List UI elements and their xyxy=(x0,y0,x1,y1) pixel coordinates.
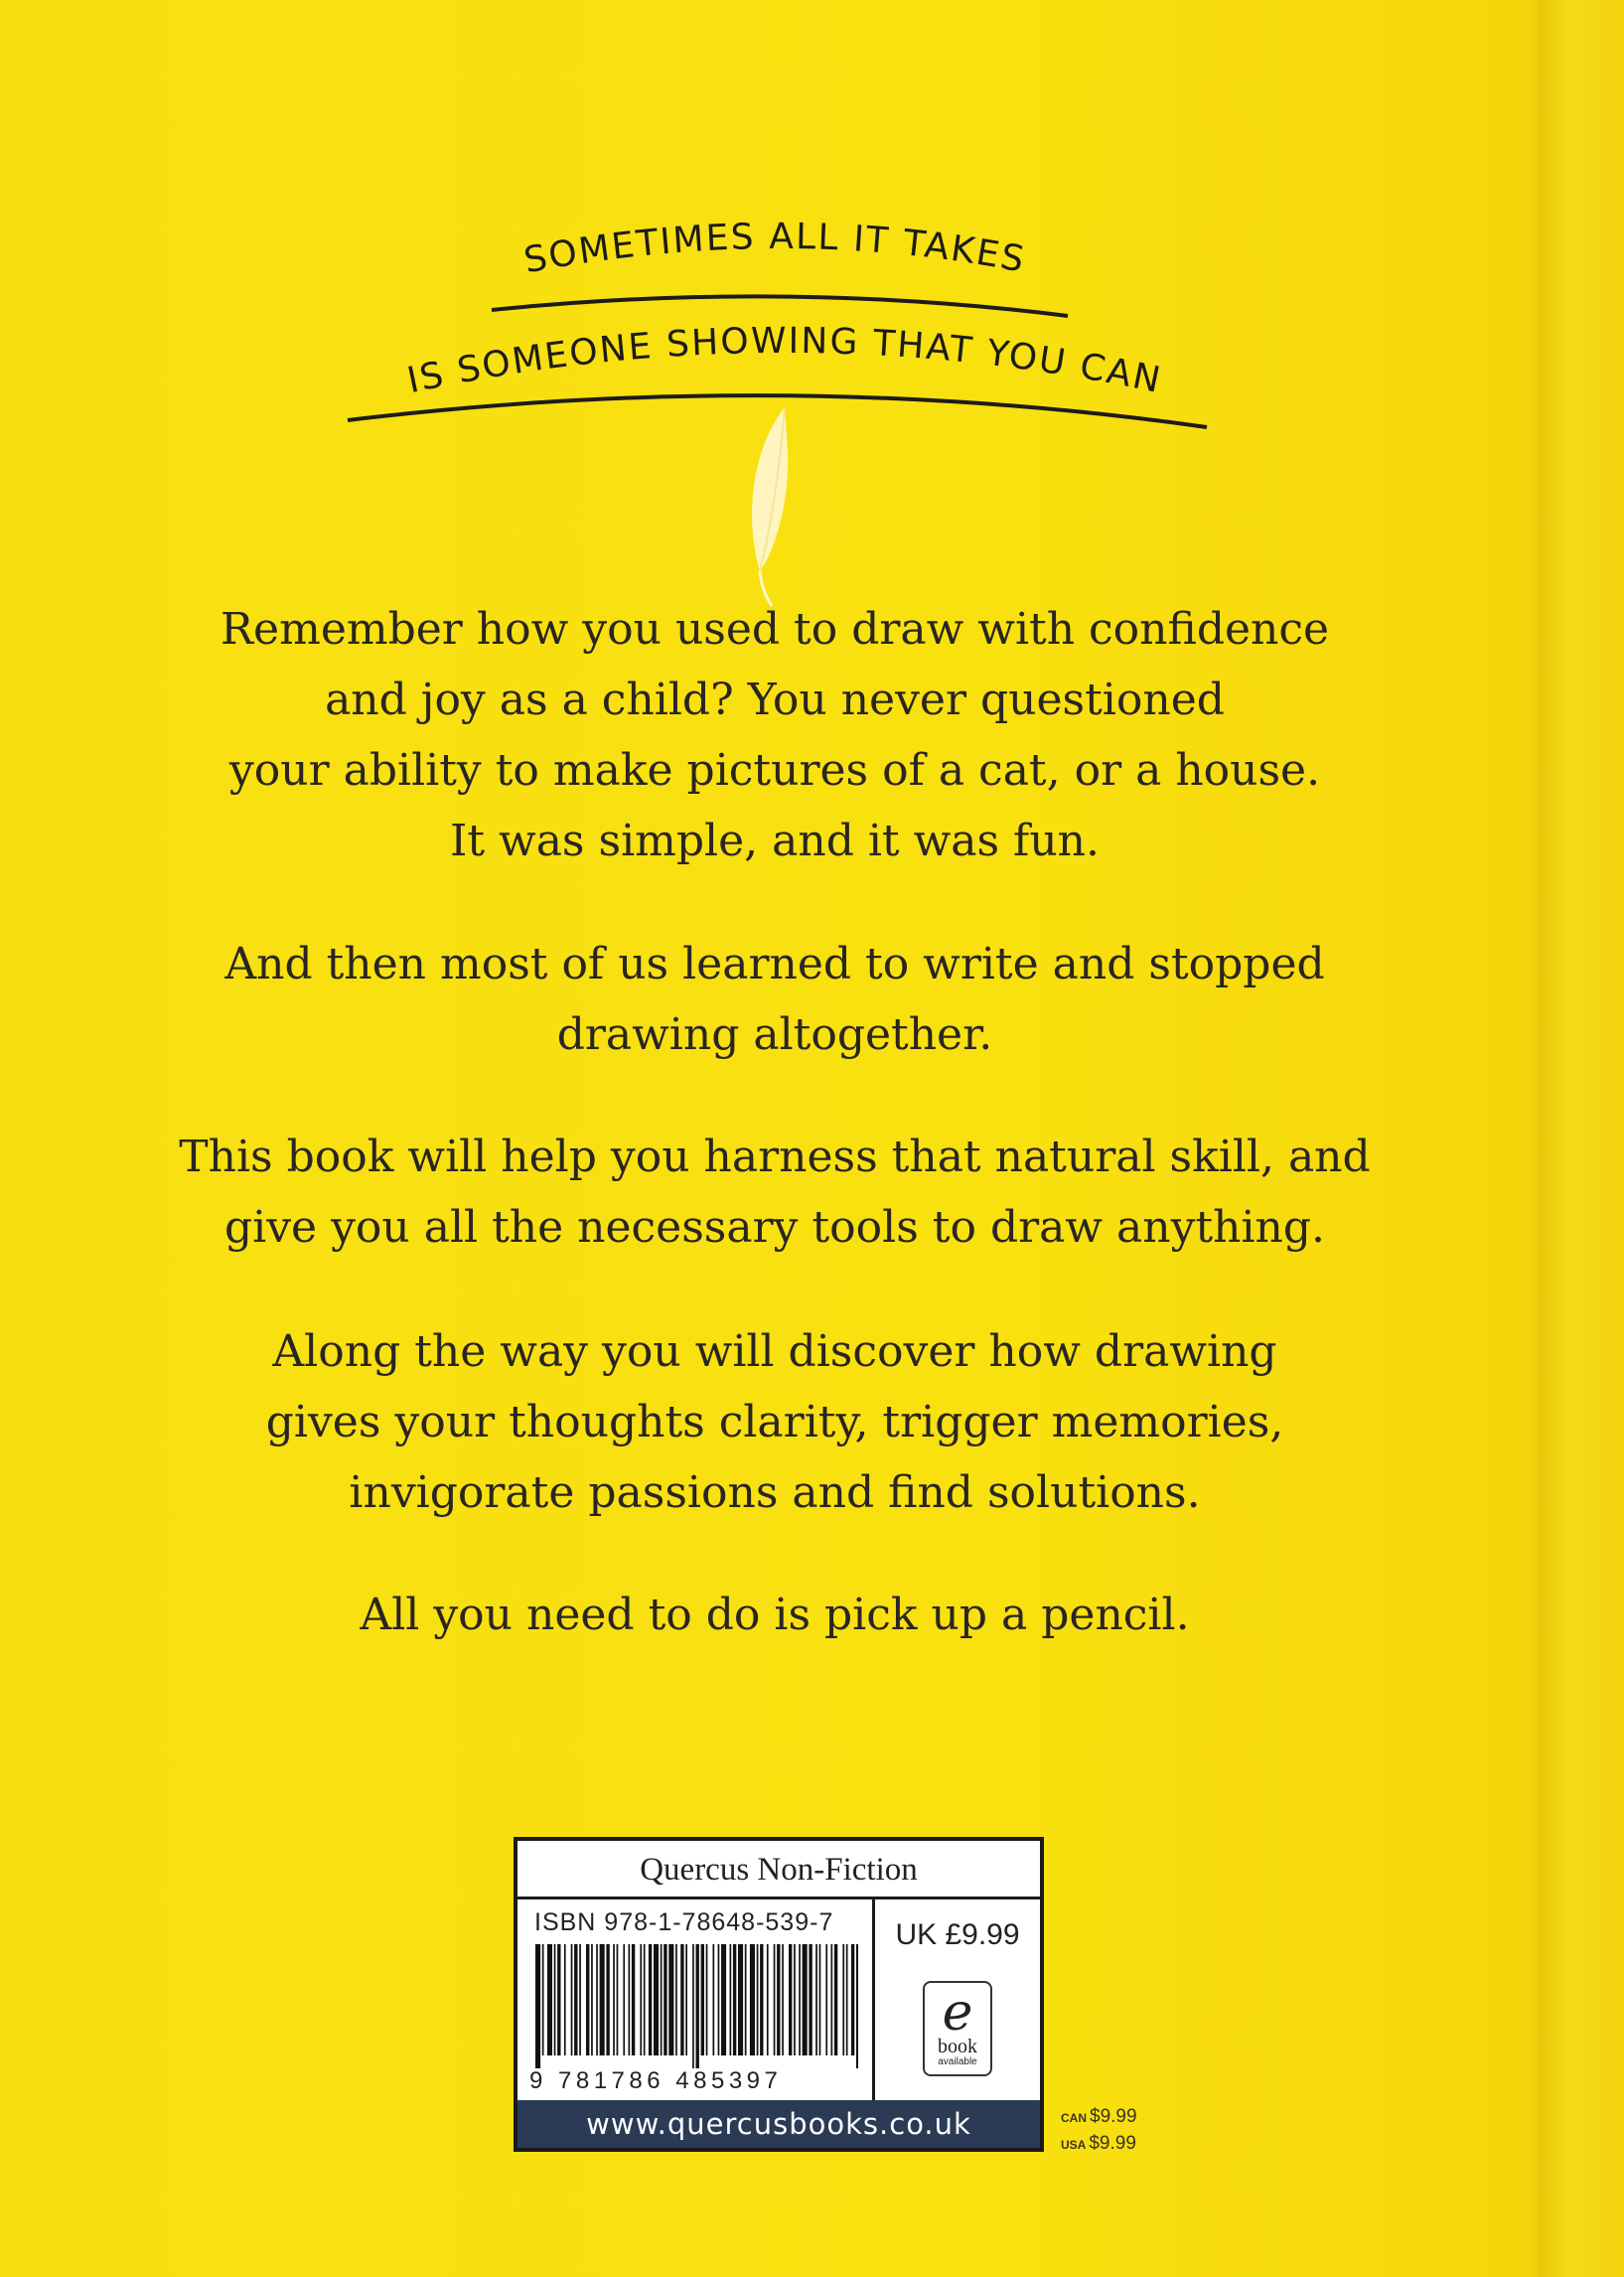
paragraph-4 xyxy=(89,1316,1460,1528)
barcode-bar xyxy=(825,1944,827,2055)
barcode-bar xyxy=(586,1944,589,2055)
barcode-bar xyxy=(623,1944,625,2055)
ebook-word: book xyxy=(938,2036,977,2057)
headline-underline-1 xyxy=(492,296,1068,316)
barcode-bar xyxy=(606,1944,609,2055)
barcode-bar xyxy=(675,1944,677,2055)
ebook-subtext: available xyxy=(938,2056,977,2067)
publisher-label: Quercus Non-Fiction xyxy=(517,1841,1040,1899)
barcode-bar xyxy=(591,1944,593,2055)
barcode-bar xyxy=(750,1944,755,2055)
paragraph-2-line-1: And then most of us learned to write and stopped xyxy=(224,939,1325,989)
price-can xyxy=(1061,2103,1137,2130)
ebook-letter: e xyxy=(942,1983,973,2043)
barcode-bar xyxy=(713,1944,715,2055)
barcode-panel xyxy=(517,1897,875,2100)
paragraph-3 xyxy=(89,1122,1460,1263)
paragraph-1-line-4: It was simple, and it was fun. xyxy=(449,816,1100,866)
barcode-bar xyxy=(733,1944,736,2055)
paragraph-3-line-2: give you all the necessary tools to draw anything. xyxy=(223,1202,1326,1253)
barcode-bar xyxy=(834,1944,837,2055)
paragraph-4-line-3: invigorate passions and find solutions. xyxy=(349,1467,1201,1518)
other-prices xyxy=(1061,2103,1137,2157)
barcode-bar xyxy=(649,1944,652,2055)
barcode-bar xyxy=(696,1944,699,2068)
publisher-url: www.quercusbooks.co.uk xyxy=(517,2100,1040,2148)
barcode-bar xyxy=(782,1944,784,2055)
barcode-bar xyxy=(738,1944,743,2055)
paragraph-2 xyxy=(89,929,1460,1070)
barcode-bar xyxy=(809,1944,812,2055)
paragraph-3-line-1: This book will help you harness that natural skill, and xyxy=(179,1132,1371,1182)
barcode-bar xyxy=(554,1944,556,2055)
barcode-bar xyxy=(757,1944,759,2055)
barcode-bar xyxy=(745,1944,747,2055)
barcode-bar xyxy=(547,1944,552,2055)
price-can-value: $9.99 xyxy=(1090,2106,1137,2127)
paragraph-1 xyxy=(89,594,1460,876)
barcode-bar xyxy=(815,1944,817,2055)
price-can-currency: CAN xyxy=(1061,2111,1087,2125)
headline-line-2: IS SOMEONE SHOWING THAT YOU CAN xyxy=(403,320,1166,402)
barcode-bar xyxy=(730,1944,732,2055)
barcode-bar xyxy=(571,1944,573,2055)
barcode-box xyxy=(514,1837,1044,2152)
barcode-bar xyxy=(789,1944,792,2055)
uk-price: UK £9.99 xyxy=(895,1918,1020,1951)
isbn-label: ISBN 978-1-78648-539-7 xyxy=(534,1908,834,1936)
price-usa xyxy=(1061,2130,1137,2157)
barcode-bar xyxy=(831,1944,833,2055)
barcode-bar xyxy=(721,1944,726,2055)
paragraph-4-line-2: gives your thoughts clarity, trigger memories, xyxy=(265,1397,1284,1447)
barcode-bar xyxy=(668,1944,673,2055)
barcode-bar xyxy=(661,1944,663,2055)
paragraph-5 xyxy=(89,1580,1460,1650)
barcode-bar xyxy=(760,1944,763,2055)
ebook-icon xyxy=(923,1981,992,2076)
barcode-bar xyxy=(557,1944,560,2055)
barcode-bar xyxy=(777,1944,780,2055)
barcode-bar xyxy=(680,1944,683,2055)
barcode-bar xyxy=(718,1944,720,2055)
paragraph-5-line-1: All you need to do is pick up a pencil. xyxy=(360,1590,1190,1640)
price-usa-currency: USA xyxy=(1061,2138,1087,2152)
barcode-bar xyxy=(664,1944,666,2055)
paragraph-1-line-3: your ability to make pictures of a cat, or a house. xyxy=(228,745,1321,796)
barcode-bar xyxy=(685,1944,687,2055)
barcode-bar xyxy=(819,1944,821,2055)
barcode-bar xyxy=(629,1944,631,2055)
feather-icon xyxy=(730,402,819,616)
barcode-bar xyxy=(774,1944,776,2055)
paragraph-1-line-2: and joy as a child? You never questioned xyxy=(325,675,1225,725)
barcode-bar xyxy=(706,1944,708,2055)
barcode-bar xyxy=(644,1944,646,2055)
paragraph-4-line-1: Along the way you will discover how drawing xyxy=(272,1326,1277,1377)
barcode-bar xyxy=(579,1944,581,2055)
barcode-bar xyxy=(846,1944,848,2055)
barcode-bar xyxy=(535,1944,540,2068)
barcode-bar xyxy=(794,1944,796,2055)
price-usa-value: $9.99 xyxy=(1089,2133,1136,2154)
barcode-bar xyxy=(617,1944,619,2055)
barcode-bar xyxy=(654,1944,659,2055)
barcode-bar xyxy=(600,1944,605,2055)
barcode-bar xyxy=(613,1944,615,2055)
price-panel xyxy=(875,1897,1040,2100)
barcode-bar xyxy=(856,1944,858,2068)
barcode-bar xyxy=(701,1944,704,2055)
headline-line-1: SOMETIMES ALL IT TAKES xyxy=(520,216,1029,282)
barcode-icon xyxy=(535,1944,858,2068)
barcode-bar xyxy=(542,1944,544,2055)
barcode-bar xyxy=(842,1944,844,2055)
barcode-bar xyxy=(803,1944,808,2055)
barcode-bar xyxy=(692,1944,694,2068)
barcode-bar xyxy=(851,1944,854,2055)
barcode-bar xyxy=(632,1944,635,2055)
paragraph-1-line-1: Remember how you used to draw with confidence xyxy=(220,604,1330,655)
barcode-digits: 9 781786 485397 xyxy=(529,2067,783,2094)
barcode-bar xyxy=(574,1944,577,2055)
barcode-bar xyxy=(596,1944,598,2055)
barcode-bar xyxy=(799,1944,801,2055)
barcode-bar xyxy=(564,1944,566,2055)
barcode-bar xyxy=(640,1944,642,2055)
barcode-bar xyxy=(767,1944,769,2055)
paragraph-2-line-2: drawing altogether. xyxy=(556,1009,993,1060)
